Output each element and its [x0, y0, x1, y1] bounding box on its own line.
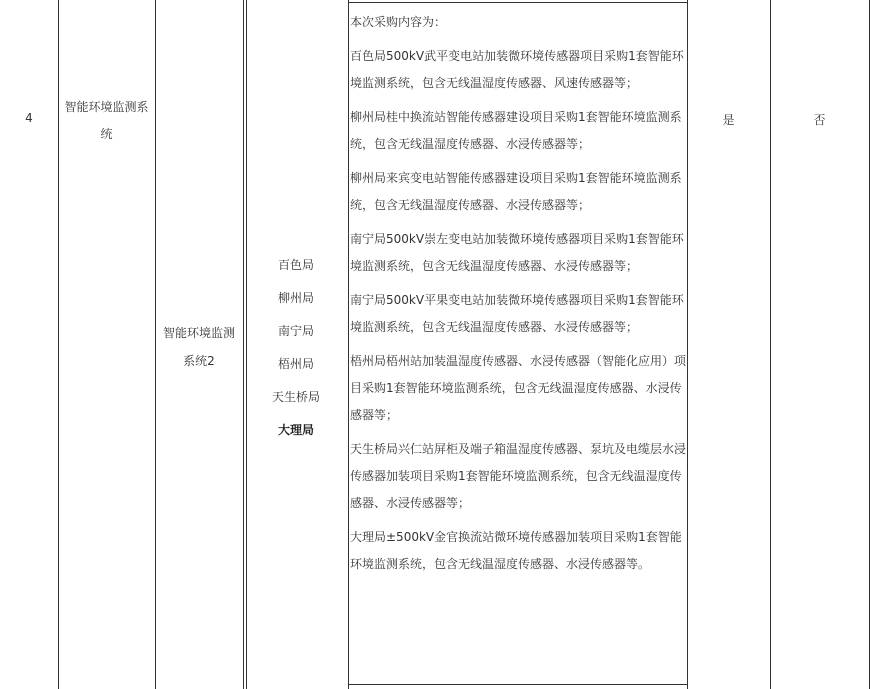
content-item: 南宁局500kV崇左变电站加装微环境传感器项目采购1套智能环境监测系统，包含无线温湿度传感器、水浸传感器等； — [350, 232, 684, 273]
col-yes: 是 — [722, 113, 735, 127]
content-item: 梧州局梧州站加装温湿度传感器、水浸传感器（智能化应用）项目采购1套智能环境监测系统，包含无线温湿度传感器、水浸传感器等； — [350, 354, 687, 422]
row-index: 4 — [25, 111, 33, 125]
bureau-item: 百色局 — [277, 258, 314, 272]
category-line: 统 — [100, 127, 113, 141]
content-item: 柳州局来宾变电站智能传感器建设项目采购1套智能环境监测系统，包含无线温湿度传感器、水浸传感器等； — [350, 171, 682, 212]
content-item: 百色局500kV武平变电站加装微环境传感器项目采购1套智能环境监测系统，包含无线温湿度传感器、风速传感器等； — [350, 49, 684, 90]
content-item: 大理局±500kV金官换流站微环境传感器加装项目采购1套智能环境监测系统，包含无线温湿度传感器、水浸传感器等。 — [350, 530, 682, 571]
procurement-content — [350, 9, 686, 585]
bureau-item: 南宁局 — [277, 324, 314, 338]
col-no: 否 — [813, 113, 826, 127]
bureau-item: 梧州局 — [277, 357, 314, 371]
content-item: 柳州局桂中换流站智能传感器建设项目采购1套智能环境监测系统，包含无线温湿度传感器、水浸传感器等； — [350, 110, 682, 151]
bureau-item: 柳州局 — [277, 291, 314, 305]
item-name-cell — [155, 319, 243, 375]
category-line: 智能环境监测系 — [64, 100, 149, 114]
item-name-line: 智能环境监测 — [162, 326, 235, 340]
bureau-item: 天生桥局 — [271, 390, 320, 404]
content-intro: 本次采购内容为： — [350, 15, 447, 29]
content-item: 天生桥局兴仁站屏柜及端子箱温湿度传感器、泵坑及电缆层水浸传感器加装项目采购1套智能环境监测系统，包含无线温湿度传感器、水浸传感器等； — [350, 442, 687, 510]
bureau-list — [246, 249, 346, 447]
content-item: 南宁局500kV平果变电站加装微环境传感器项目采购1套智能环境监测系统，包含无线温湿度传感器、水浸传感器等； — [350, 293, 684, 334]
bureau-item: 大理局 — [277, 423, 314, 437]
category-cell — [58, 94, 155, 148]
item-name-line: 系统2 — [183, 354, 215, 368]
